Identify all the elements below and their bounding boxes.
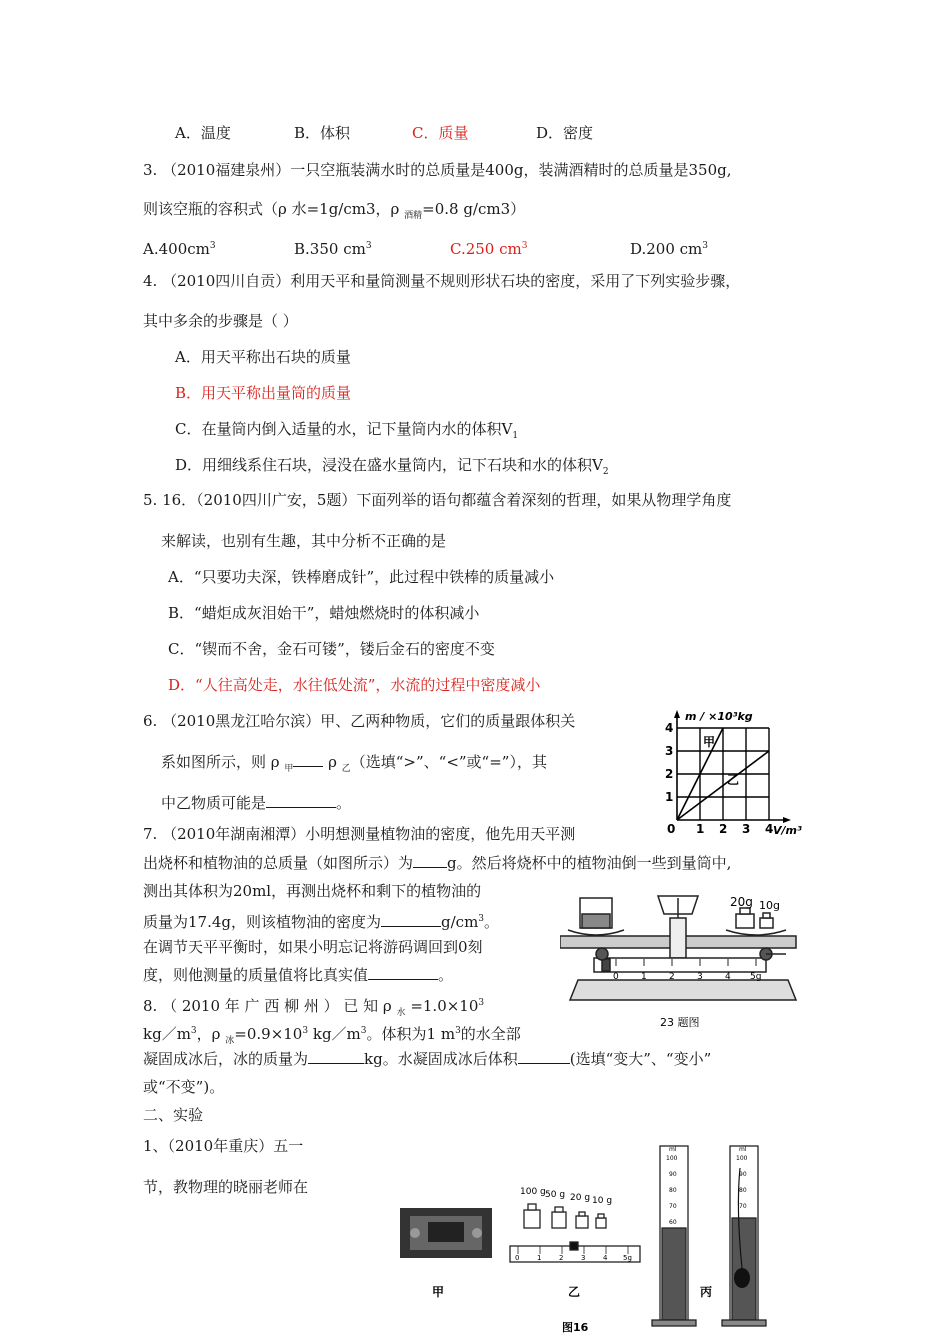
fig16-cyl-tick: 80 [739,1187,747,1194]
q3-line-2: 则该空瓶的容积式（ρ 水=1g/cm3，ρ $_{酒精}$=0.8 g/cm3） [143,200,526,221]
fig16-cyl-unit: ml [669,1146,677,1153]
graph-ytick: 2 [665,767,674,781]
balance-scale-tick: 2 [669,972,675,982]
balance-scale-tick: 3 [697,972,703,982]
q4-line-1: 4. （2010四川自贡）利用天平和量筒测量不规则形状石块的密度，采用了下列实验步骤， [143,272,741,290]
fig16-cyl-tick: 80 [669,1187,677,1194]
fig16-cyl-tick: 60 [669,1219,677,1226]
q3-option-a: $A.400cm^3$ [143,240,216,258]
graph-y-label: m / ×10³kg [685,710,753,723]
balance-weight-20g: 20g [730,895,753,909]
q7-line-1: 7. （2010年湖南湘潭）小明想测量植物油的密度，他先用天平测 [143,825,576,843]
q5-option-d: D．“人往高处走，水往低处流”，水流的过程中密度减小 [168,676,541,694]
q7-line-2: 出烧杯和植物油的总质量（如图所示）为 g。然后将烧杯中的植物油倒一些到量筒中, [143,854,732,872]
q8-line-3: 凝固成冰后，冰的质量为 kg。水凝固成冰后体积 (选填“变大”、“变小” [143,1050,712,1068]
section-title-experiment: 二、实验 [143,1106,204,1124]
fig16-scale-tick: 4 [603,1254,608,1262]
fig16-scale-tick: 1 [537,1254,542,1262]
fig16-cyl-tick: 90 [739,1171,747,1178]
q8-line-2: $kg/m^3$，ρ $_冰=0.9\times 10^3$ $kg/m^3$。体积为1 $m^3$的水全部 [143,1025,521,1046]
q7-line-6: 度，则他测量的质量值将比真实值 。 [143,966,454,984]
fig16-weight-50g: 50 g [545,1190,566,1200]
balance-scale-tick: 1 [641,972,647,982]
balance-weight-10g: 10g [759,899,780,912]
balance-scale-tick: 0 [613,972,619,982]
q6-line-1: 6. （2010黑龙江哈尔滨）甲、乙两种物质，它们的质量跟体积关 [143,712,576,730]
q7-line-5: 在调节天平平衡时，如果小明忘记将游码调回到0刻 [143,938,483,956]
fig16-weight-10g: 10 g [592,1196,613,1206]
s2-q1-line-2: 节，教物理的晓丽老师在 [143,1178,309,1196]
q2-option-a: A．温度 [175,124,231,142]
q6-line-2: 系如图所示，则 ρ $_甲$ ρ $_乙$（选填“>”、“<”或“=”），其 [161,753,547,774]
q8-line-4: 或“不变”)。 [143,1078,225,1096]
graph-origin: 0 [667,822,676,836]
q2-option-b: B．体积 [294,124,351,142]
q8-line-1: 8. （ 2010 年 广 西 柳 州 ） 已 知 ρ $_水 =1.0\times 10^3$ [143,997,485,1018]
fig16-cyl-tick: 70 [669,1203,677,1210]
q3-option-c: C.250 $cm^3$ [450,240,528,258]
q3-option-d: D.200 $cm^3$ [630,240,709,258]
q5-line-2: 来解读，也别有生趣，其中分析不正确的是 [161,532,447,550]
q4-option-d: D．用细线系住石块，浸没在盛水量筒内，记下石块和水的体积$V_2$ [175,456,609,477]
balance-scale-tick: 5g [750,972,762,982]
mass-volume-graph [655,700,815,840]
balance-caption: 23 题图 [660,1016,700,1029]
graph-xtick: 3 [742,822,751,836]
fig16-cyl-tick: 70 [739,1203,747,1210]
graph-ytick: 3 [665,744,674,758]
graph-label-yi: 乙 [727,773,740,787]
fig16-scale-tick: 0 [515,1254,520,1262]
q7-line-4: 质量为17.4g，则该植物油的密度为 $g/cm^3$。 [143,913,500,931]
q7-line-3: 测出其体积为20ml，再测出烧杯和剩下的植物油的 [143,882,482,900]
fig16-cyl-tick: 90 [669,1171,677,1178]
fig16-label-yi: 乙 [568,1285,581,1299]
fig16-caption: 图16 [562,1321,589,1334]
fig16-cyl-tick: 100 [666,1155,678,1162]
graph-xtick: 4 [765,822,774,836]
fig16-cyl-unit: ml [739,1146,747,1153]
graph-ytick: 1 [665,790,674,804]
s2-q1-line-1: 1、（2010年重庆）五一 [143,1137,304,1155]
fig16-scale-tick: 2 [559,1254,564,1262]
q5-line-1: 5. 16．（2010四川广安，5题）下面列举的语句都蕴含着深刻的哲理，如果从物理学角度 [143,491,732,509]
fig16-weight-20g: 20 g [570,1193,591,1203]
graph-xtick: 2 [719,822,728,836]
q4-option-c: C．在量筒内倒入适量的水，记下量筒内水的体积$V_1$ [175,420,519,441]
balance-scale-tick: 4 [725,972,731,982]
q5-option-b: B．“蜡炬成灰泪始干”，蜡烛燃烧时的体积减小 [168,604,480,622]
graph-label-jia: 甲 [703,735,716,749]
q2-option-c: C．质量 [412,124,469,142]
fig16-label-bing: 丙 [700,1285,713,1299]
fig16-scale-tick: 3 [581,1254,586,1262]
graph-x-label: V/m³ [773,824,802,837]
figure-16 [390,1138,790,1338]
q5-option-c: C．“锲而不舍，金石可镂”，镂后金石的密度不变 [168,640,495,658]
q4-option-a: A．用天平称出石块的质量 [175,348,351,366]
q4-line-2: 其中多余的步骤是（ ） [143,312,298,330]
q3-option-b: B.350 $cm^3$ [294,240,372,258]
q5-option-a: A．“只要功夫深，铁棒磨成针”，此过程中铁棒的质量减小 [168,568,555,586]
q3-line-1: 3. （2010福建泉州）一只空瓶装满水时的总质量是400g，装满酒精时的总质量是350g, [143,161,732,179]
fig16-label-jia: 甲 [432,1285,445,1299]
q4-option-b: B．用天平称出量筒的质量 [175,384,352,402]
graph-ytick: 4 [665,721,674,735]
balance-figure [560,888,810,1038]
q6-line-3: 中乙物质可能是 。 [161,794,352,812]
q2-option-d: D．密度 [536,124,594,142]
fig16-weight-100g: 100 g [520,1187,546,1197]
fig16-cyl-tick: 100 [736,1155,748,1162]
fig16-scale-tick: 5g [623,1254,632,1262]
graph-xtick: 1 [696,822,705,836]
